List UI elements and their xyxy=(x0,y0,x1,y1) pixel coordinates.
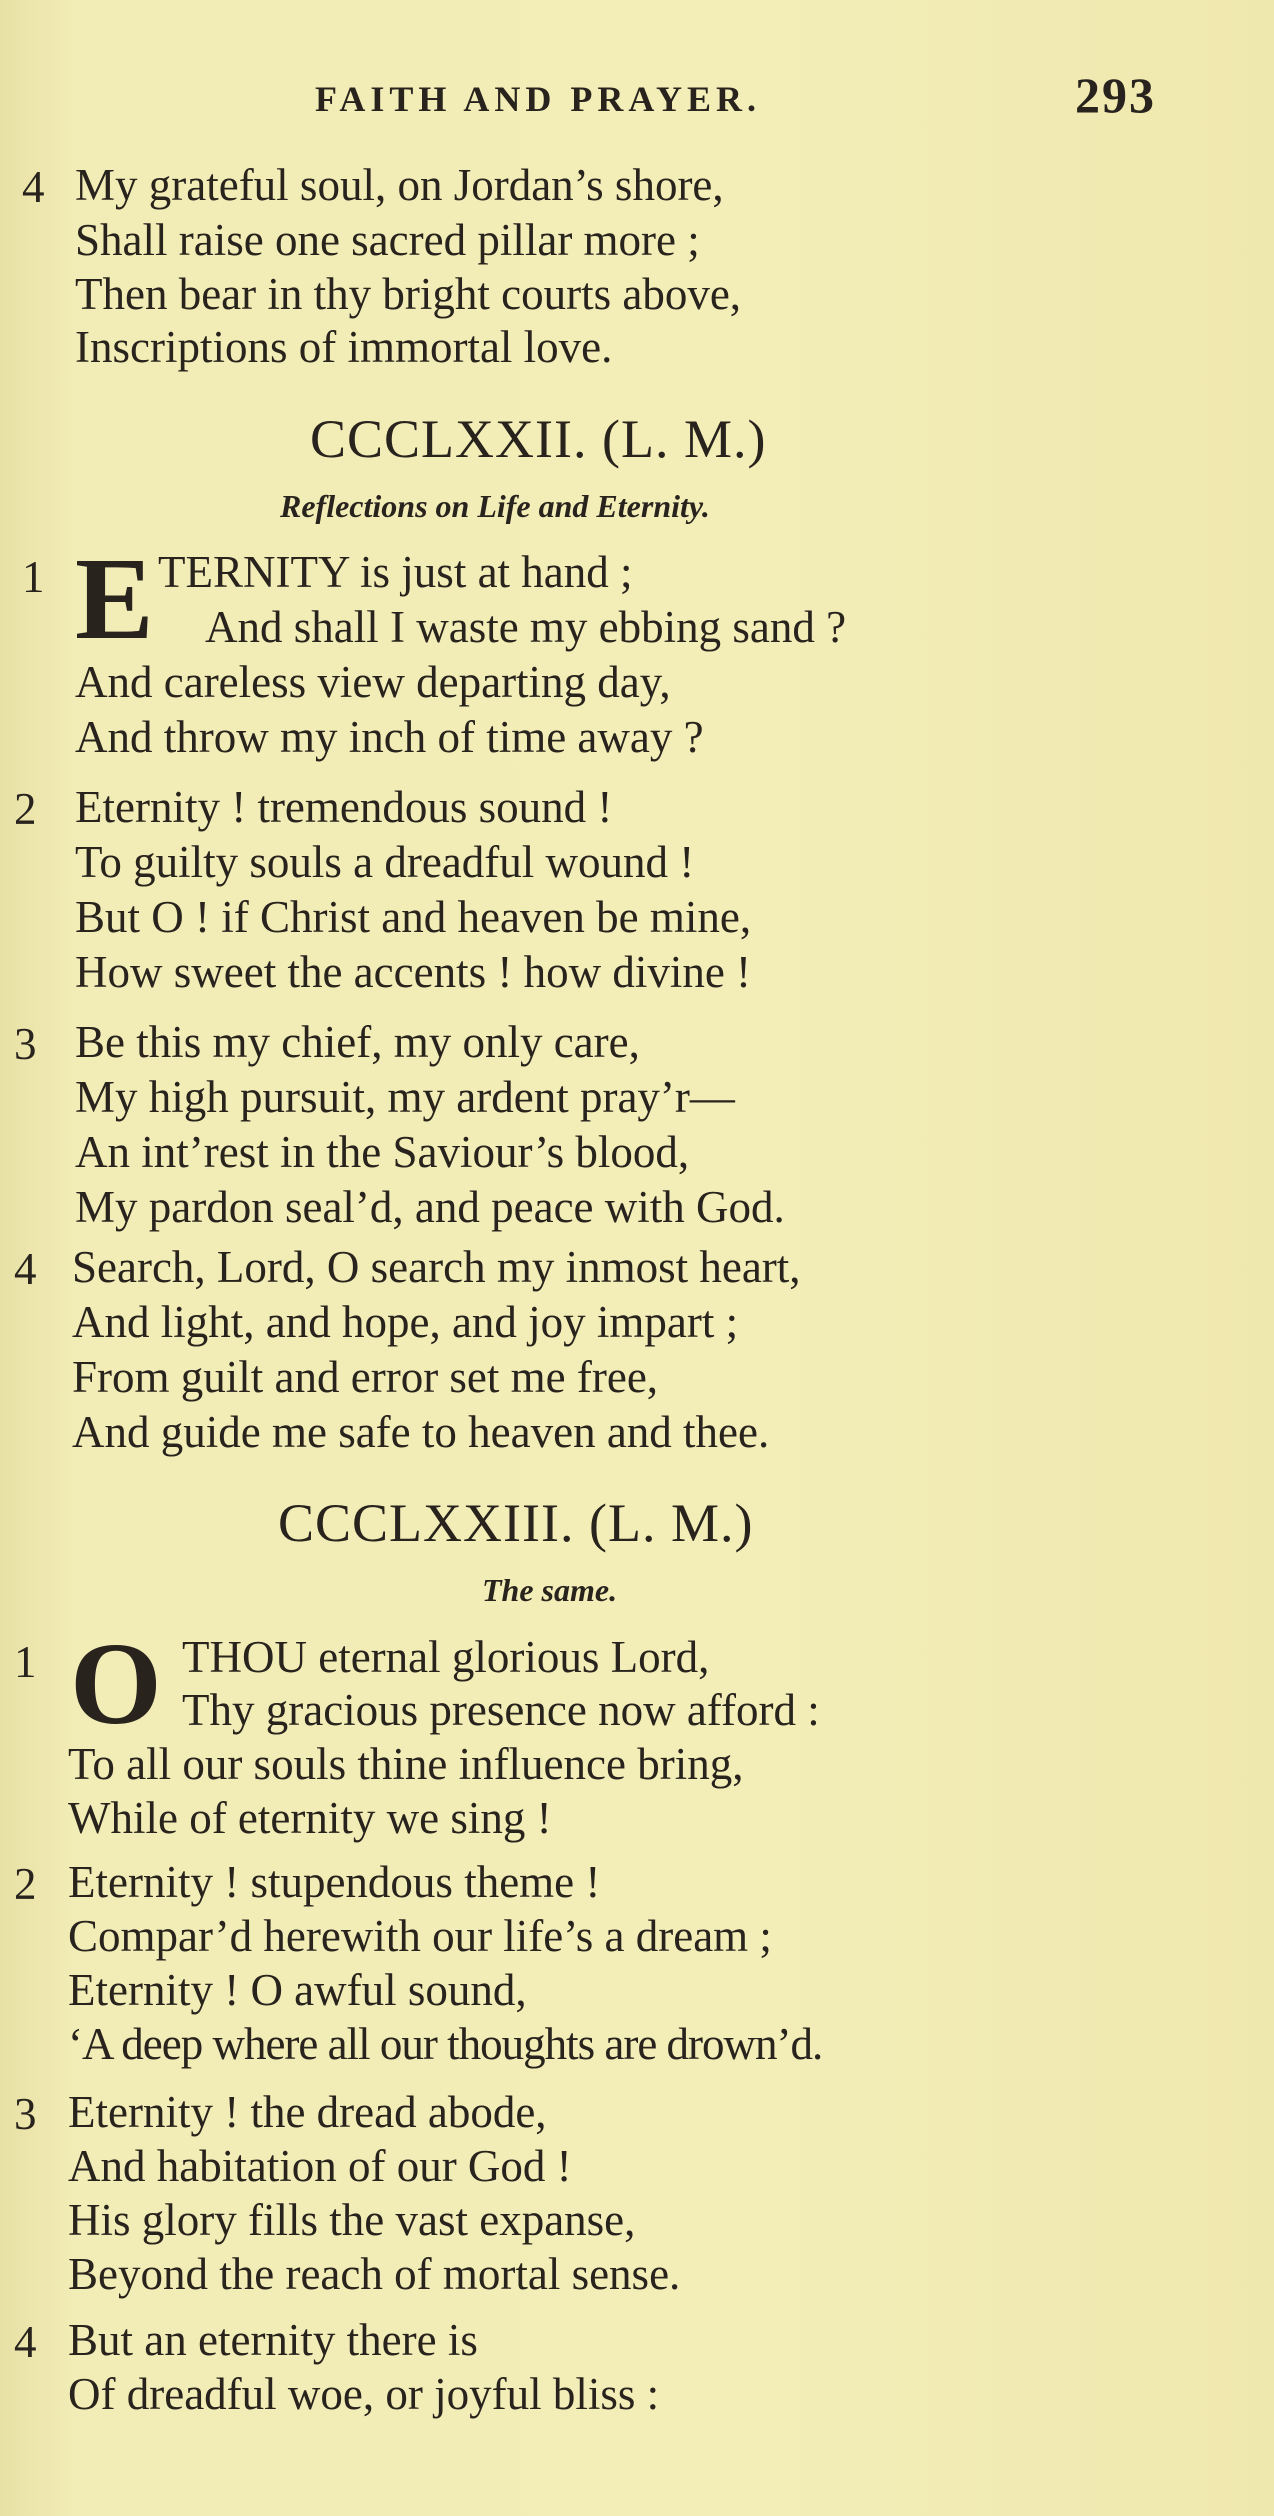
verse-line: Eternity ! O awful sound, xyxy=(68,1965,527,2015)
verse-line: Eternity ! the dread abode, xyxy=(68,2087,547,2137)
page-number: 293 xyxy=(1075,67,1156,123)
verse-line: To all our souls thine influence bring, xyxy=(68,1739,744,1789)
verse-line: Eternity ! tremendous sound ! xyxy=(75,782,613,832)
verse-number: 3 xyxy=(14,1019,37,1069)
verse-line: But O ! if Christ and heaven be mine, xyxy=(75,892,752,942)
verse-line: To guilty souls a dreadful wound ! xyxy=(75,837,695,887)
verse-line: My high pursuit, my ardent pray’r— xyxy=(75,1072,735,1122)
verse-line: Inscriptions of immortal love. xyxy=(75,322,613,372)
verse-number: 4 xyxy=(22,162,45,212)
verse-line: Be this my chief, my only care, xyxy=(75,1017,640,1067)
verse-line: TERNITY is just at hand ; xyxy=(158,547,633,597)
verse-line: His glory fills the vast expanse, xyxy=(68,2195,636,2245)
verse-line: Search, Lord, O search my inmost heart, xyxy=(72,1242,801,1292)
verse-line: An int’rest in the Saviour’s blood, xyxy=(75,1127,690,1177)
hymn-title: CCCLXXIII. (L. M.) xyxy=(278,1493,754,1553)
verse-line: While of eternity we sing ! xyxy=(68,1793,552,1843)
verse-line: And light, and hope, and joy impart ; xyxy=(72,1297,739,1347)
drop-cap: E xyxy=(75,533,154,664)
hymn-subtitle: The same. xyxy=(482,1572,618,1608)
verse-number: 1 xyxy=(22,552,45,602)
verse-line: How sweet the accents ! how divine ! xyxy=(75,947,752,997)
hymn-subtitle: Reflections on Life and Eternity. xyxy=(280,488,710,524)
drop-cap: O xyxy=(70,1618,162,1749)
verse-line: Shall raise one sacred pillar more ; xyxy=(75,215,700,265)
verse-line: Beyond the reach of mortal sense. xyxy=(68,2249,681,2299)
hymn-title: CCCLXXII. (L. M.) xyxy=(310,409,767,469)
running-head: FAITH AND PRAYER. xyxy=(315,79,762,119)
verse-line: And shall I waste my ebbing sand ? xyxy=(205,602,847,652)
verse-number: 2 xyxy=(14,1859,37,1909)
verse-line: And throw my inch of time away ? xyxy=(75,712,704,762)
verse-number: 4 xyxy=(14,1244,37,1294)
verse-line: Eternity ! stupendous theme ! xyxy=(68,1857,601,1907)
verse-line: From guilt and error set me free, xyxy=(72,1352,659,1402)
verse-line: Then bear in thy bright courts above, xyxy=(75,269,742,319)
verse-number: 1 xyxy=(14,1637,37,1687)
verse-line: ‘A deep where all our thoughts are drown’d. xyxy=(68,2019,823,2069)
verse-line: And guide me safe to heaven and thee. xyxy=(72,1407,770,1457)
verse-line: My pardon seal’d, and peace with God. xyxy=(75,1182,785,1232)
verse-number: 4 xyxy=(14,2317,37,2367)
verse-line: THOU eternal glorious Lord, xyxy=(182,1632,710,1682)
verse-line: My grateful soul, on Jordan’s shore, xyxy=(75,160,724,210)
verse-line: But an eternity there is xyxy=(68,2315,478,2365)
verse-line: Of dreadful woe, or joyful bliss : xyxy=(68,2369,660,2419)
verse-number: 3 xyxy=(14,2089,37,2139)
verse-line: Compar’d herewith our life’s a dream ; xyxy=(68,1911,772,1961)
verse-line: Thy gracious presence now afford : xyxy=(182,1685,820,1735)
verse-line: And careless view departing day, xyxy=(75,657,671,707)
verse-number: 2 xyxy=(14,784,37,834)
verse-line: And habitation of our God ! xyxy=(68,2141,572,2191)
page-header xyxy=(0,58,1274,123)
